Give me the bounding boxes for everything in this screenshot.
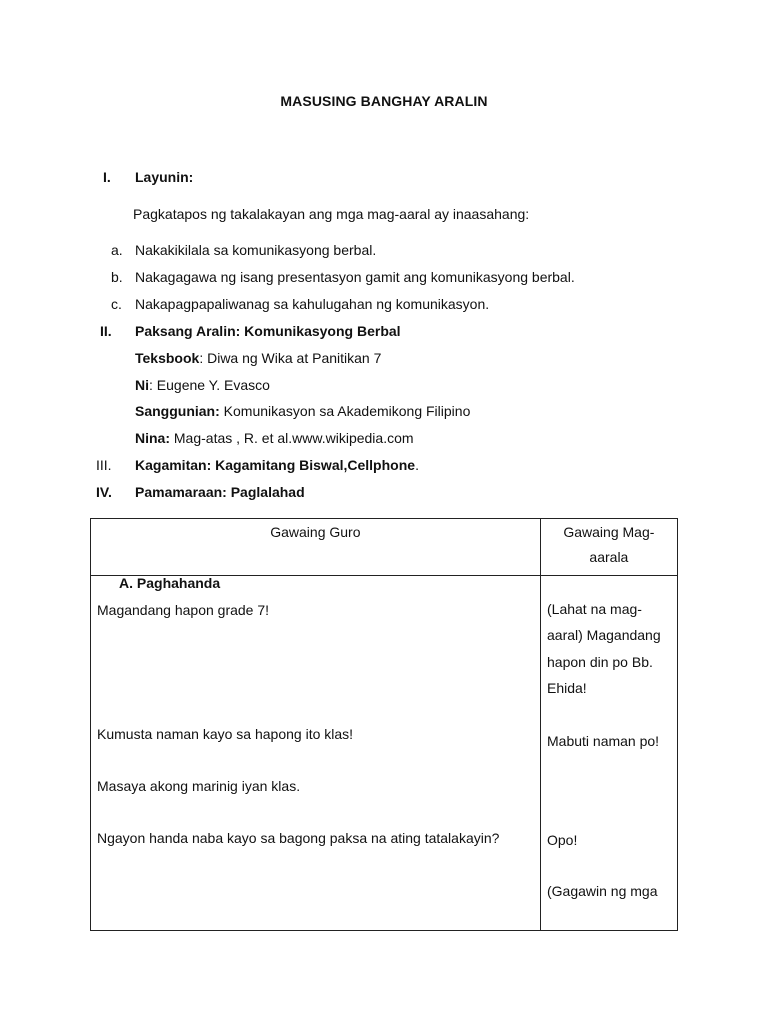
sanggunian-label: Sanggunian: [135, 403, 220, 419]
kagamitan-trail: . [415, 457, 419, 473]
section-heading-pamamaraan: Pamamaraan: Paglalahad [135, 484, 305, 500]
student-line-2: aaral) Magandang [547, 627, 661, 643]
header-gawaing-guro: Gawaing Guro [270, 524, 361, 540]
page-title: MASUSING BANGHAY ARALIN [280, 93, 488, 109]
author-line [135, 376, 270, 394]
teksbook-line [135, 349, 381, 367]
student-line-3: hapon din po Bb. [547, 654, 653, 670]
student-line-5: Mabuti naman po! [547, 733, 660, 749]
teacher-line-3: Masaya akong marinig iyan klas. [97, 778, 301, 794]
nina-value: Mag-atas , R. et al.www.wikipedia.com [170, 430, 414, 446]
table-header-row [91, 519, 678, 576]
header-gawaing-mag-aaral-1: Gawaing Mag- [563, 524, 655, 540]
section-heading-paksang-aralin: Paksang Aralin: Komunikasyong Berbal [135, 323, 401, 339]
student-line-1: (Lahat na mag- [547, 601, 642, 617]
objectives-intro: Pagkatapos ng takalakayan ang mga mag-aaral ay inaasahang: [133, 206, 530, 222]
nina-line [135, 429, 414, 447]
header-gawaing-mag-aaral-2: aarala [589, 549, 629, 565]
teacher-line-1: Magandang hapon grade 7! [97, 602, 270, 618]
objective-b: Nakagagawa ng isang presentasyon gamit ang komunikasyong berbal. [135, 269, 575, 285]
sanggunian-value: Komunikasyon sa Akademikong Filipino [219, 403, 471, 419]
objective-c: Nakapagpapaliwanag sa kahulugahan ng komunikasyon. [135, 296, 490, 312]
ni-value: : Eugene Y. Evasco [149, 377, 270, 393]
objective-letter-c: c. [111, 296, 122, 312]
sanggunian-line [135, 402, 470, 420]
section-numeral-4: IV. [96, 484, 112, 500]
section-numeral-1: I. [103, 169, 111, 185]
objective-letter-b: b. [111, 269, 123, 285]
subsection-heading: A. Paghahanda [119, 575, 221, 591]
objective-letter-a: a. [111, 242, 123, 258]
student-line-7: (Gagawin ng mga [547, 883, 658, 899]
header-teacher-cell [91, 519, 541, 576]
section-numeral-3: III. [96, 457, 112, 473]
section-heading-kagamitan [135, 456, 419, 474]
teacher-line-4: Ngayon handa naba kayo sa bagong paksa na ating tatalakayin? [97, 830, 500, 846]
student-line-4: Ehida! [547, 680, 587, 696]
teksbook-label: Teksbook [135, 350, 200, 366]
ni-label: Ni [135, 377, 149, 393]
header-student-cell [540, 519, 677, 576]
objective-a: Nakakikilala sa komunikasyong berbal. [135, 242, 377, 258]
section-heading-layunin: Layunin: [135, 169, 194, 185]
nina-label: Nina: [135, 430, 170, 446]
teacher-line-2: Kumusta naman kayo sa hapong ito klas! [97, 726, 354, 742]
teacher-activity-cell [91, 576, 541, 931]
teksbook-value: : Diwa ng Wika at Panitikan 7 [199, 350, 382, 366]
kagamitan-label: Kagamitan: Kagamitang Biswal,Cellphone [135, 457, 416, 473]
section-numeral-2: II. [100, 323, 112, 339]
student-line-6: Opo! [547, 832, 578, 848]
